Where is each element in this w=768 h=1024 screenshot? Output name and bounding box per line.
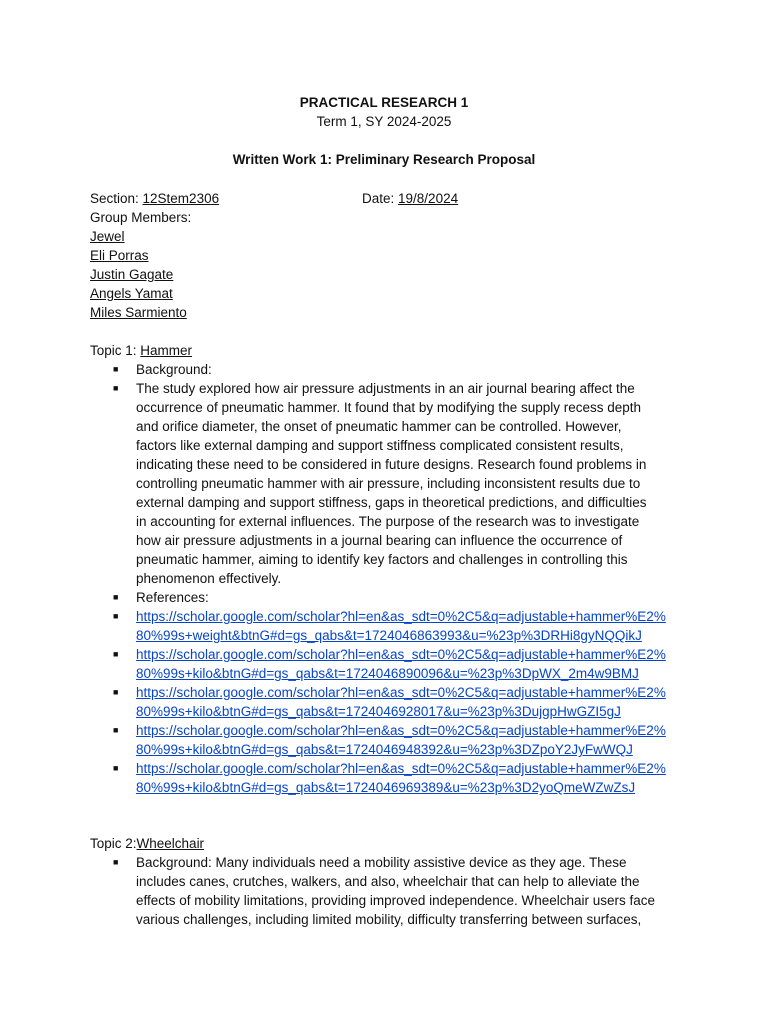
date-line — [362, 189, 458, 208]
square-bullet-icon: ■ — [113, 687, 119, 697]
text-line: and orifice diameter, the onset of pneumatic hammer can be controlled. However, — [136, 419, 622, 434]
reference-link-line[interactable]: https://scholar.google.com/scholar?hl=en&as_sdt=0%2C5&q=adjustable+hammer%E2% — [136, 761, 666, 776]
text-line: external damping and support stiffness, gaps in theoretical predictions, and difficulties — [136, 495, 647, 510]
reference-link[interactable] — [136, 721, 696, 759]
square-bullet-icon: ■ — [113, 649, 119, 659]
member-name: Eli Porras — [90, 248, 149, 263]
text-line: how air pressure adjustments in a journal bearing can influence the occurrence of — [136, 533, 623, 548]
topic1-background-text — [136, 379, 696, 588]
reference-link-line[interactable]: https://scholar.google.com/scholar?hl=en&as_sdt=0%2C5&q=adjustable+hammer%E2% — [136, 685, 666, 700]
text-line: The study explored how air pressure adjustments in an air journal bearing affect the — [136, 381, 635, 396]
reference-link-line[interactable]: 80%99s+kilo&btnG#d=gs_qabs&t=1724046928017&u=%23p%3DujgpHwGZI5gJ — [136, 704, 621, 719]
member-name: Justin Gagate — [90, 267, 174, 282]
text-line: various challenges, including limited mobility, difficulty transferring between surfaces, — [136, 912, 642, 927]
group-members-label: Group Members: — [90, 210, 192, 225]
square-bullet-icon: ■ — [113, 592, 119, 602]
work-title: Written Work 1: Preliminary Research Proposal — [232, 152, 536, 167]
reference-link-line[interactable]: 80%99s+kilo&btnG#d=gs_qabs&t=1724046948392&u=%23p%3DZpoY2JyFwWQJ — [136, 742, 633, 757]
square-bullet-icon: ■ — [113, 763, 119, 773]
square-bullet-icon: ■ — [113, 857, 119, 867]
text-line: includes canes, crutches, walkers, and also, wheelchair that can help to alleviate the — [136, 874, 640, 889]
member-name: Jewel — [90, 229, 125, 244]
reference-link-line[interactable]: 80%99s+kilo&btnG#d=gs_qabs&t=1724046969389&u=%23p%3D2yoQmeWZwZsJ — [136, 780, 636, 795]
text-line: indicating these need to be considered in future designs. Research found problems in — [136, 457, 647, 472]
reference-link[interactable] — [136, 759, 696, 797]
reference-link[interactable] — [136, 683, 696, 721]
text-line: controlling pneumatic hammer with air pressure, including inconsistent results due to — [136, 476, 641, 491]
reference-link-line[interactable]: https://scholar.google.com/scholar?hl=en&as_sdt=0%2C5&q=adjustable+hammer%E2% — [136, 723, 666, 738]
section-value: 12Stem2306 — [142, 191, 220, 206]
square-bullet-icon: ■ — [113, 364, 119, 374]
date-value: 19/8/2024 — [398, 191, 459, 206]
topic1-background-label: Background: — [136, 362, 212, 377]
square-bullet-icon: ■ — [113, 611, 119, 621]
topic2-background-text — [136, 853, 696, 929]
reference-link-line[interactable]: 80%99s+kilo&btnG#d=gs_qabs&t=1724046890096&u=%23p%3DpWX_2m4w9BMJ — [136, 666, 639, 681]
square-bullet-icon: ■ — [113, 725, 119, 735]
text-line: effects of mobility limitations, providing improved independence. Wheelchair users face — [136, 893, 656, 908]
section-line — [90, 189, 219, 208]
member-name: Miles Sarmiento — [90, 305, 187, 320]
date-label: Date: — [362, 191, 399, 206]
text-line: occurrence of pneumatic hammer. It found that by modifying the supply recess depth — [136, 400, 642, 415]
topic2-name: Wheelchair — [136, 836, 205, 851]
text-line: factors like external damping and support stiffness complicated consistent results, — [136, 438, 624, 453]
course-title: PRACTICAL RESEARCH 1 — [299, 95, 469, 110]
square-bullet-icon: ■ — [113, 383, 119, 393]
topic1-label: Topic 1: — [90, 343, 141, 358]
reference-link[interactable] — [136, 645, 696, 683]
topic2-label: Topic 2: — [90, 836, 137, 851]
text-line: Background: Many individuals need a mobility assistive device as they age. These — [136, 855, 627, 870]
topic2-heading — [90, 834, 204, 853]
reference-link[interactable] — [136, 607, 696, 645]
reference-link-line[interactable]: https://scholar.google.com/scholar?hl=en&as_sdt=0%2C5&q=adjustable+hammer%E2% — [136, 609, 666, 624]
text-line: phenomenon effectively. — [136, 571, 282, 586]
references-label: References: — [136, 590, 209, 605]
member-name: Angels Yamat — [90, 286, 173, 301]
text-line: pneumatic hammer, aiming to identify key factors and challenges in controlling this — [136, 552, 628, 567]
topic1-heading — [90, 341, 192, 360]
text-line: in accounting for external influences. The purpose of the research was to investigate — [136, 514, 640, 529]
reference-link-line[interactable]: 80%99s+weight&btnG#d=gs_qabs&t=1724046863993&u=%23p%3DRHi8gyNQQikJ — [136, 628, 642, 643]
section-label: Section: — [90, 191, 143, 206]
topic1-name: Hammer — [140, 343, 193, 358]
reference-link-line[interactable]: https://scholar.google.com/scholar?hl=en&as_sdt=0%2C5&q=adjustable+hammer%E2% — [136, 647, 666, 662]
term-line: Term 1, SY 2024-2025 — [316, 114, 452, 129]
